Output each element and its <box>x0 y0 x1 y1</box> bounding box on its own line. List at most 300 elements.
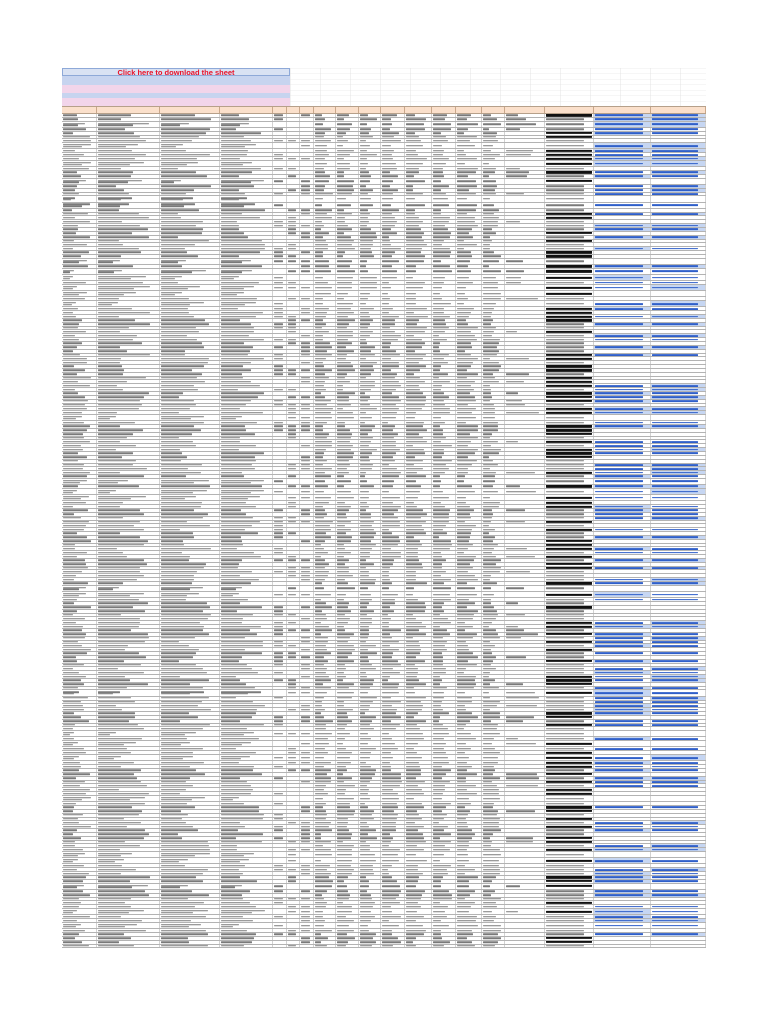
table-cell <box>432 171 456 174</box>
table-cell <box>381 269 405 274</box>
download-sheet-link[interactable]: Click here to download the sheet <box>62 68 290 76</box>
table-cell <box>220 179 273 184</box>
table-cell <box>456 301 482 306</box>
table-cell <box>273 297 287 300</box>
column-header[interactable] <box>651 107 706 113</box>
table-cell <box>336 285 358 290</box>
table-cell <box>405 216 431 219</box>
table-cell <box>97 247 160 250</box>
table-cell <box>651 236 706 239</box>
column-header[interactable] <box>314 107 336 113</box>
table-cell <box>314 275 336 280</box>
table-cell <box>482 301 504 306</box>
table-cell <box>405 247 431 250</box>
table-cell <box>456 247 482 250</box>
table-cell <box>300 209 314 212</box>
column-header[interactable] <box>456 107 482 113</box>
table-cell <box>160 161 221 166</box>
table-cell <box>359 143 381 148</box>
table-cell <box>62 203 97 208</box>
table-cell <box>505 157 546 160</box>
table-cell <box>359 236 381 239</box>
table-cell <box>314 232 336 235</box>
column-header[interactable] <box>62 107 97 113</box>
table-cell <box>545 149 594 152</box>
table-cell <box>62 153 97 156</box>
table-cell <box>432 118 456 121</box>
table-cell <box>482 228 504 231</box>
table-cell <box>97 171 160 174</box>
table-cell <box>545 315 594 318</box>
table-cell <box>273 143 287 148</box>
table-cell <box>336 185 358 188</box>
table-cell <box>300 193 314 196</box>
table-cell <box>97 220 160 223</box>
column-header[interactable] <box>482 107 504 113</box>
table-cell <box>456 136 482 139</box>
table-cell <box>97 291 160 296</box>
table-cell <box>359 203 381 208</box>
table-cell <box>482 213 504 216</box>
table-cell <box>405 114 431 117</box>
table-cell <box>220 275 273 280</box>
column-header-row <box>62 106 706 114</box>
table-cell <box>456 175 482 178</box>
table-cell <box>482 128 504 131</box>
table-cell <box>456 259 482 264</box>
table-cell <box>287 193 299 196</box>
table-cell <box>545 281 594 284</box>
table-cell <box>62 193 97 196</box>
table-cell <box>314 185 336 188</box>
table-cell <box>405 185 431 188</box>
table-cell <box>456 275 482 280</box>
table-cell <box>432 285 456 290</box>
table-cell <box>381 240 405 243</box>
table-cell <box>405 189 431 192</box>
table-cell <box>273 251 287 254</box>
table-cell <box>314 132 336 135</box>
table-cell <box>482 157 504 160</box>
table-cell <box>273 315 287 318</box>
table-cell <box>482 196 504 201</box>
table-cell <box>314 291 336 296</box>
table-cell <box>300 128 314 131</box>
table-cell <box>300 251 314 254</box>
table-cell <box>651 243 706 246</box>
table-cell <box>456 209 482 212</box>
table-cell <box>97 213 160 216</box>
table-cell <box>336 203 358 208</box>
table-cell <box>651 149 706 152</box>
table-cell <box>594 220 651 223</box>
table-cell <box>160 291 221 296</box>
table-cell <box>359 243 381 246</box>
table-cell <box>97 259 160 264</box>
table-cell <box>62 175 97 178</box>
table-cell <box>160 132 221 135</box>
table-cell <box>62 167 97 170</box>
table-cell <box>545 307 594 310</box>
table-cell <box>336 315 358 318</box>
table-cell <box>287 209 299 212</box>
table-cell <box>220 136 273 139</box>
table-cell <box>405 157 431 160</box>
table-cell <box>432 291 456 296</box>
table-cell <box>314 193 336 196</box>
table-cell <box>432 161 456 166</box>
table-cell <box>287 265 299 268</box>
table-cell <box>594 259 651 264</box>
table-cell <box>505 175 546 178</box>
table-cell <box>432 185 456 188</box>
table-cell <box>220 281 273 284</box>
table-cell <box>97 311 160 314</box>
table-cell <box>273 269 287 274</box>
table-cell <box>97 251 160 254</box>
table-cell <box>314 203 336 208</box>
table-cell <box>651 193 706 196</box>
table-cell <box>160 114 221 117</box>
table-cell <box>314 216 336 219</box>
table-cell <box>62 240 97 243</box>
table-cell <box>505 255 546 258</box>
table-cell <box>405 311 431 314</box>
table-cell <box>160 251 221 254</box>
table-cell <box>456 213 482 216</box>
table-cell <box>273 220 287 223</box>
table-cell <box>456 265 482 268</box>
table-cell <box>594 193 651 196</box>
table-cell <box>160 216 221 219</box>
table-cell <box>287 232 299 235</box>
table-cell <box>287 132 299 135</box>
table-cell <box>651 128 706 131</box>
table-cell <box>273 136 287 139</box>
table-cell <box>287 114 299 117</box>
table-cell <box>651 114 706 117</box>
column-header[interactable] <box>220 107 273 113</box>
table-cell <box>405 149 431 152</box>
table-cell <box>220 251 273 254</box>
table-cell <box>287 203 299 208</box>
table-cell <box>287 285 299 290</box>
table-cell <box>300 171 314 174</box>
table-cell <box>381 251 405 254</box>
table-cell <box>62 216 97 219</box>
table-cell <box>220 232 273 235</box>
table-cell <box>456 161 482 166</box>
table-cell <box>594 185 651 188</box>
table-cell <box>505 297 546 300</box>
table-cell <box>381 255 405 258</box>
column-header[interactable] <box>336 107 358 113</box>
table-cell <box>594 275 651 280</box>
table-cell <box>97 243 160 246</box>
column-header[interactable] <box>505 107 546 113</box>
table-cell <box>381 193 405 196</box>
table-cell <box>273 240 287 243</box>
column-header[interactable] <box>160 107 221 113</box>
table-cell <box>482 149 504 152</box>
table-cell <box>651 265 706 268</box>
column-header[interactable] <box>432 107 456 113</box>
table-cell <box>456 307 482 310</box>
table-cell <box>62 319 97 322</box>
table-cell <box>314 161 336 166</box>
table-cell <box>432 136 456 139</box>
table-cell <box>97 122 160 127</box>
table-cell <box>545 189 594 192</box>
table-cell <box>505 132 546 135</box>
table-cell <box>432 143 456 148</box>
table-cell <box>314 122 336 127</box>
table-cell <box>62 220 97 223</box>
table-cell <box>432 307 456 310</box>
table-cell <box>287 220 299 223</box>
table-cell <box>336 228 358 231</box>
column-header[interactable] <box>287 107 299 113</box>
table-cell <box>505 203 546 208</box>
table-cell <box>594 209 651 212</box>
table-cell <box>62 281 97 284</box>
table-cell <box>594 281 651 284</box>
table-cell <box>651 315 706 318</box>
table-cell <box>651 269 706 274</box>
table-cell <box>160 319 221 322</box>
table-cell <box>62 139 97 142</box>
table-cell <box>432 167 456 170</box>
table-cell <box>220 307 273 310</box>
table-cell <box>273 291 287 296</box>
table-cell <box>594 118 651 121</box>
table-cell <box>456 291 482 296</box>
table-cell <box>314 167 336 170</box>
table-cell <box>405 240 431 243</box>
table-cell <box>62 179 97 184</box>
column-header[interactable] <box>273 107 287 113</box>
table-cell <box>97 216 160 219</box>
table-cell <box>220 175 273 178</box>
table-cell <box>545 255 594 258</box>
table-cell <box>594 149 651 152</box>
table-cell <box>314 209 336 212</box>
table-cell <box>359 196 381 201</box>
table-cell <box>505 243 546 246</box>
table-cell <box>359 118 381 121</box>
table-cell <box>160 213 221 216</box>
table-cell <box>405 139 431 142</box>
table-cell <box>336 255 358 258</box>
table-cell <box>505 265 546 268</box>
table-cell <box>651 297 706 300</box>
table-cell <box>300 118 314 121</box>
table-cell <box>545 291 594 296</box>
table-cell <box>336 132 358 135</box>
table-cell <box>62 185 97 188</box>
table-cell <box>545 128 594 131</box>
table-cell <box>381 297 405 300</box>
table-cell <box>381 136 405 139</box>
table-cell <box>456 281 482 284</box>
table-cell <box>62 285 97 290</box>
table-cell <box>160 269 221 274</box>
table-cell <box>405 315 431 318</box>
table-cell <box>273 259 287 264</box>
table-cell <box>545 196 594 201</box>
table-cell <box>482 232 504 235</box>
table-cell <box>220 143 273 148</box>
table-cell <box>273 236 287 239</box>
table-cell <box>220 228 273 231</box>
table-cell <box>545 132 594 135</box>
table-cell <box>405 255 431 258</box>
table-cell <box>287 157 299 160</box>
table-cell <box>651 224 706 227</box>
table-cell <box>220 285 273 290</box>
table-cell <box>594 269 651 274</box>
table-cell <box>359 220 381 223</box>
table-cell <box>62 275 97 280</box>
table-cell <box>456 315 482 318</box>
table-cell <box>505 118 546 121</box>
table-cell <box>336 118 358 121</box>
table-cell <box>273 157 287 160</box>
table-cell <box>405 213 431 216</box>
table-cell <box>482 220 504 223</box>
table-cell <box>287 301 299 306</box>
table-cell <box>273 122 287 127</box>
table-cell <box>314 179 336 184</box>
table-cell <box>220 167 273 170</box>
column-header[interactable] <box>359 107 381 113</box>
table-cell <box>287 171 299 174</box>
table-cell <box>314 220 336 223</box>
table-cell <box>651 251 706 254</box>
table-cell <box>336 275 358 280</box>
table-cell <box>287 213 299 216</box>
table-cell <box>432 281 456 284</box>
table-cell <box>314 281 336 284</box>
table-cell <box>651 232 706 235</box>
table-cell <box>594 315 651 318</box>
table-cell <box>381 236 405 239</box>
table-cell <box>287 311 299 314</box>
table-cell <box>300 175 314 178</box>
table-cell <box>482 136 504 139</box>
table-cell <box>287 259 299 264</box>
table-cell <box>160 232 221 235</box>
table-cell <box>651 281 706 284</box>
table-cell <box>300 307 314 310</box>
table-cell <box>220 153 273 156</box>
table-cell <box>359 232 381 235</box>
table-cell <box>336 122 358 127</box>
table-cell <box>594 213 651 216</box>
table-cell <box>482 285 504 290</box>
table-cell <box>651 171 706 174</box>
table-cell <box>336 149 358 152</box>
table-cell <box>160 224 221 227</box>
table-cell <box>482 185 504 188</box>
table-cell <box>505 149 546 152</box>
table-cell <box>62 114 97 117</box>
table-cell <box>160 189 221 192</box>
table-cell <box>300 167 314 170</box>
column-header[interactable] <box>381 107 405 113</box>
table-cell <box>594 232 651 235</box>
table-cell <box>381 232 405 235</box>
table-cell <box>160 175 221 178</box>
column-header[interactable] <box>545 107 594 113</box>
table-cell <box>505 185 546 188</box>
table-cell <box>405 118 431 121</box>
empty-grid-area <box>290 68 706 106</box>
table-cell <box>545 285 594 290</box>
table-cell <box>545 236 594 239</box>
table-cell <box>160 157 221 160</box>
table-cell <box>160 203 221 208</box>
table-cell <box>287 143 299 148</box>
table-cell <box>314 171 336 174</box>
table-cell <box>287 185 299 188</box>
table-cell <box>381 175 405 178</box>
table-cell <box>220 297 273 300</box>
table-cell <box>432 175 456 178</box>
table-cell <box>545 114 594 117</box>
table-cell <box>381 189 405 192</box>
table-cell <box>314 315 336 318</box>
table-cell <box>651 132 706 135</box>
table-cell <box>273 216 287 219</box>
table-cell <box>273 275 287 280</box>
table-cell <box>220 185 273 188</box>
table-cell <box>314 149 336 152</box>
table-cell <box>336 143 358 148</box>
table-cell <box>545 259 594 264</box>
table-cell <box>300 196 314 201</box>
table-cell <box>359 297 381 300</box>
column-header[interactable] <box>405 107 431 113</box>
table-cell <box>97 153 160 156</box>
table-cell <box>62 301 97 306</box>
table-cell <box>97 179 160 184</box>
table-cell <box>482 118 504 121</box>
table-cell <box>456 216 482 219</box>
table-cell <box>651 167 706 170</box>
table-cell <box>287 153 299 156</box>
table-cell <box>482 275 504 280</box>
table-cell <box>314 301 336 306</box>
table-cell <box>651 175 706 178</box>
table-cell <box>594 139 651 142</box>
table-cell <box>300 275 314 280</box>
table-cell <box>359 193 381 196</box>
column-header[interactable] <box>97 107 160 113</box>
table-cell <box>545 136 594 139</box>
table-cell <box>336 297 358 300</box>
table-cell <box>381 128 405 131</box>
table-cell <box>97 228 160 231</box>
table-cell <box>505 171 546 174</box>
column-header[interactable] <box>594 107 651 113</box>
table-cell <box>381 143 405 148</box>
column-header[interactable] <box>300 107 314 113</box>
table-cell <box>545 216 594 219</box>
table-cell <box>336 265 358 268</box>
table-cell <box>62 269 97 274</box>
table-cell <box>405 175 431 178</box>
